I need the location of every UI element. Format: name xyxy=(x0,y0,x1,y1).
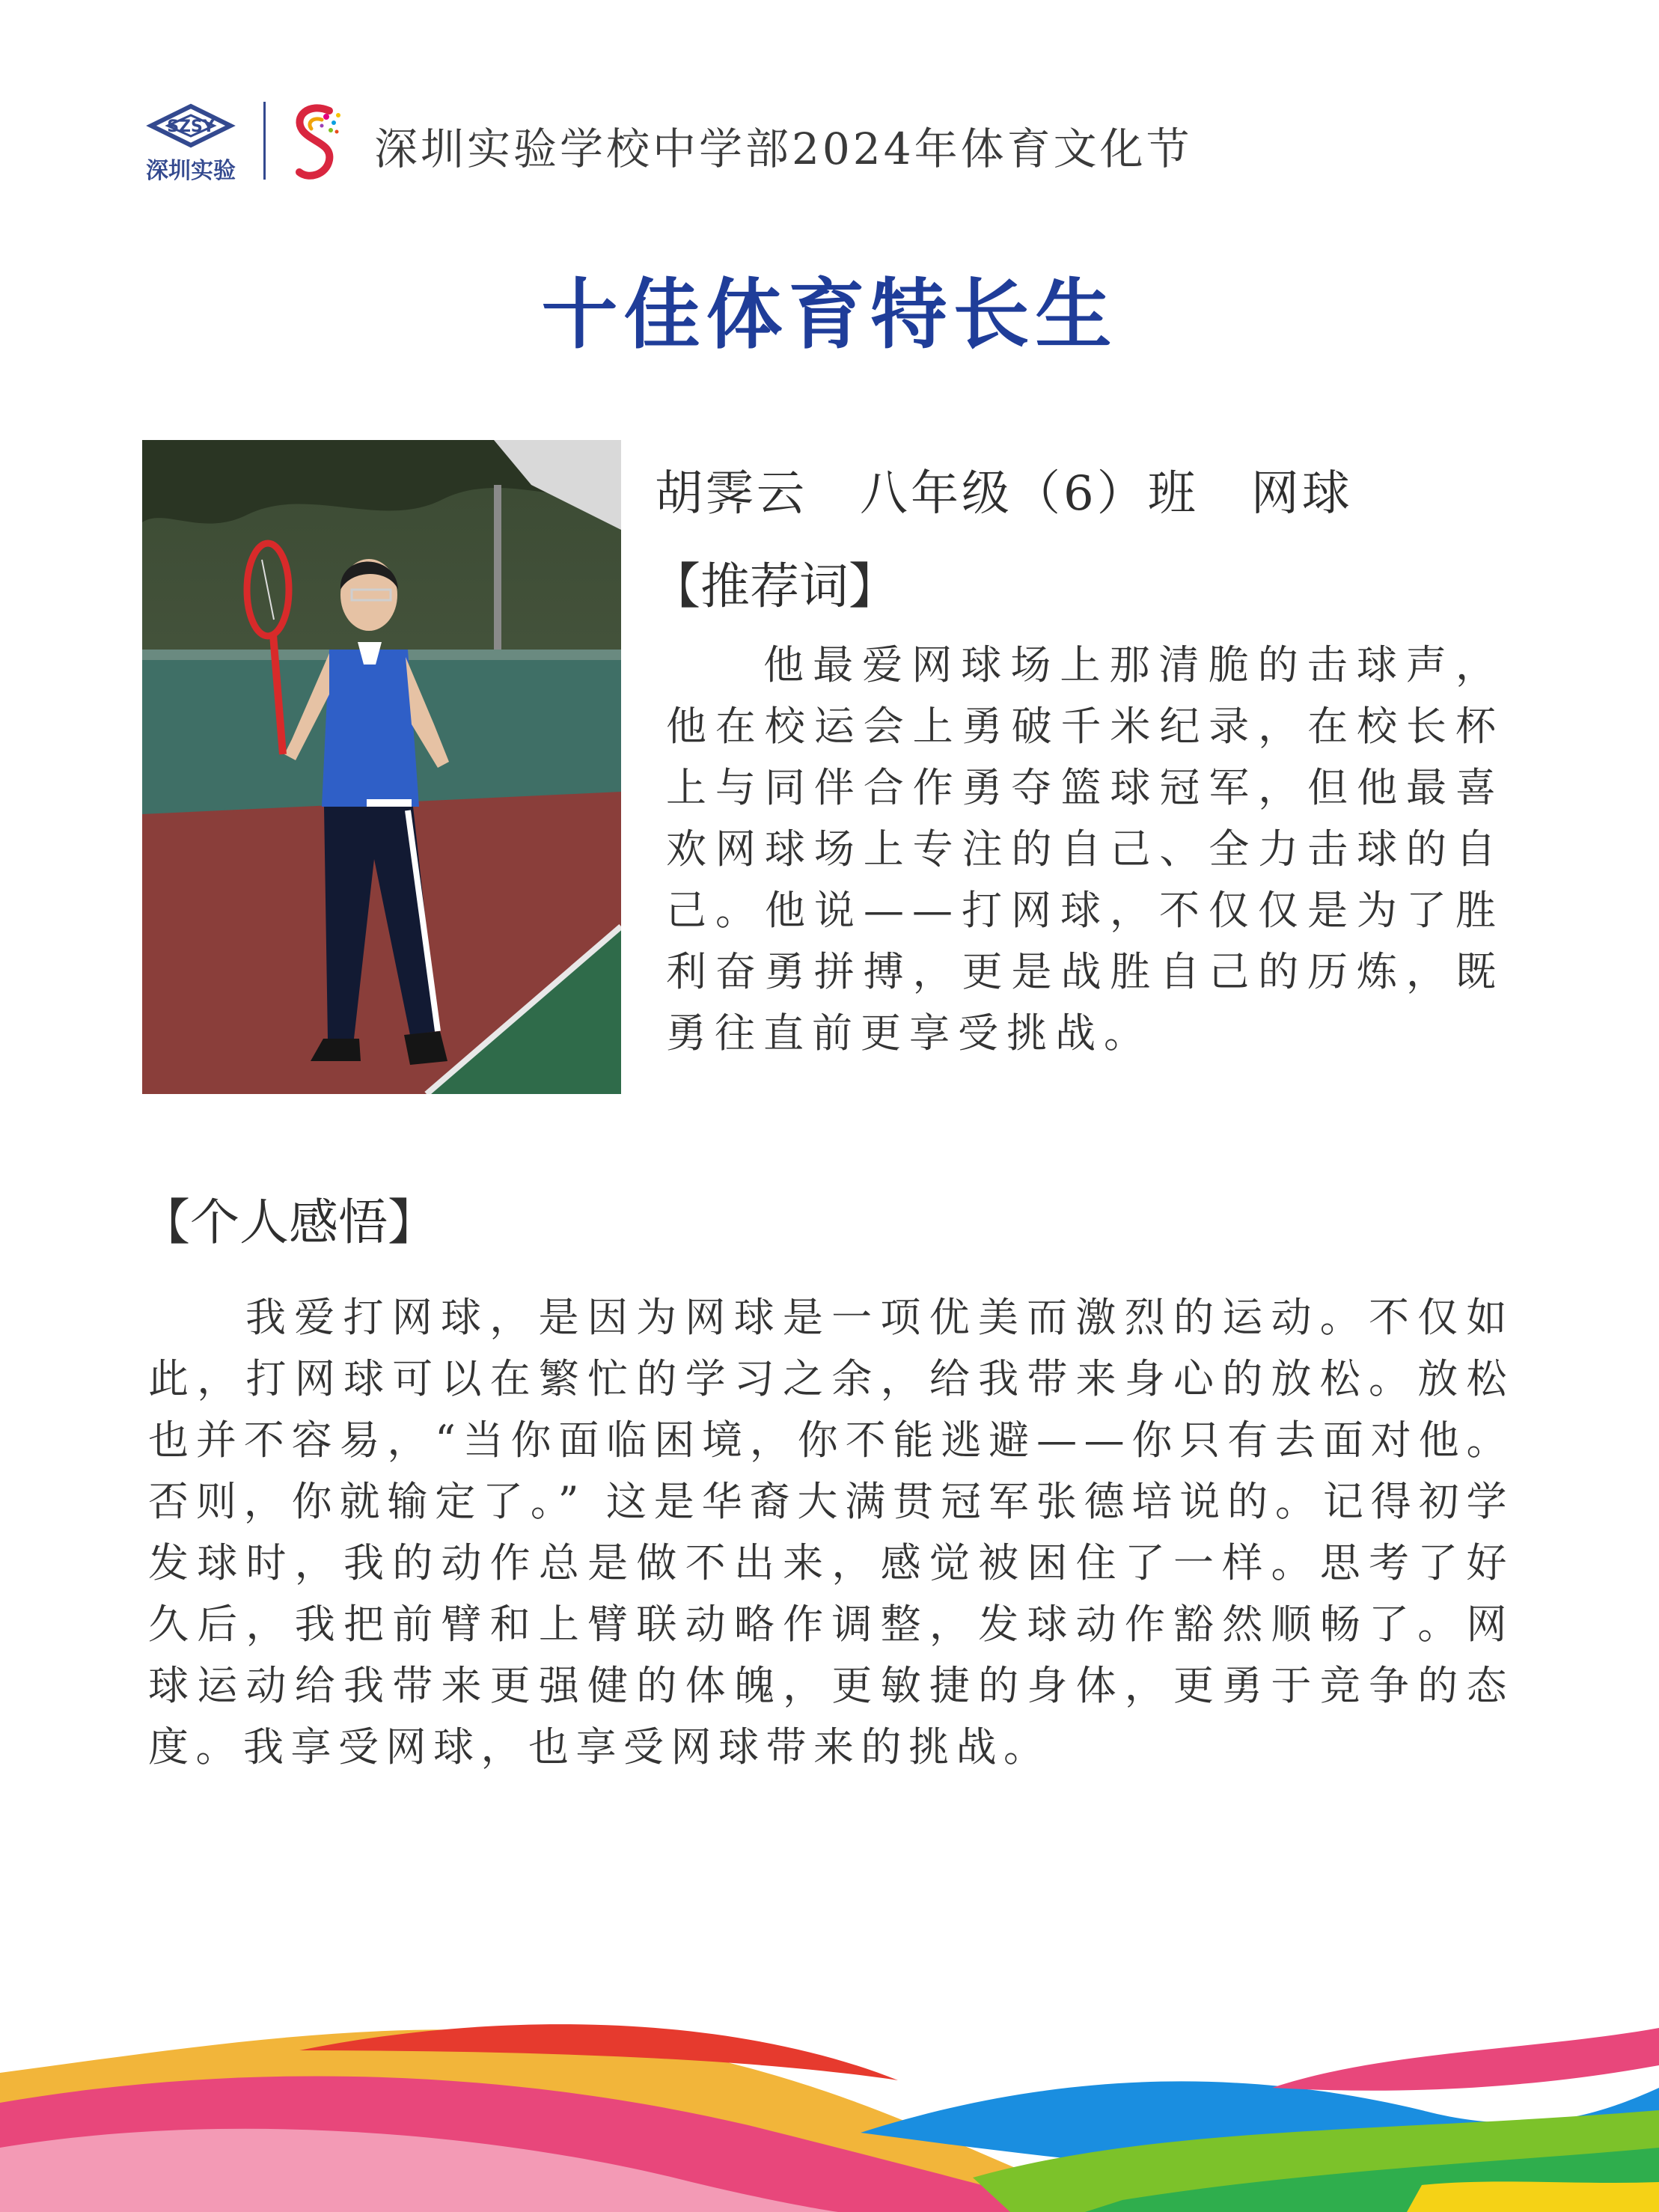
logo-divider xyxy=(263,102,266,180)
festival-s-logo xyxy=(286,100,346,184)
svg-text:深圳实验: 深圳实验 xyxy=(146,158,236,184)
main-title: 十佳体育特长生 xyxy=(541,270,1118,360)
personal-text: 我爱打网球，是因为网球是一项优美而激烈的运动。不仅如此，打网球可以在繁忙的学习之余，给我带来身心的放松。放松也并不容易，“当你面临困境，你不能逃避——你只有去面对他。否则，你就输定了。” 这是华裔大满贯冠军张德培说的。记得初学发球时，我的动作总是做不出来，感觉被困住了一样。思考了好久后，我把前臂和上臂联动略作调整，发球动作豁然顺畅了。网球运动给我带来更强健的体魄，更敏捷的身体，更勇于竞争的态度。我享受网球，也享受网球带来的挑战。 xyxy=(148,1294,1514,1770)
student-info xyxy=(655,455,1405,524)
personal-heading: 【个人感悟】 xyxy=(141,1194,437,1251)
school-logo xyxy=(142,103,239,186)
recommendation-text: 他最爱网球场上那清脆的击球声，他在校运会上勇破千米纪录，在校长杯上与同伴合作勇夺篮球冠军，但他最喜欢网球场上专注的自己、全力击球的自己。他说——打网球，不仅仅是为了胜利奋勇拼搏，更是战胜自己的历炼，既勇往直前更享受挑战。 xyxy=(666,641,1504,1057)
student-photo xyxy=(142,440,621,1094)
svg-text:SZSY: SZSY xyxy=(167,117,215,136)
student-name: 胡霁云 xyxy=(655,466,807,522)
festival-title: 深圳实验学校中学部2024年体育文化节 xyxy=(374,123,1193,174)
student-sport: 网球 xyxy=(1250,466,1353,522)
student-class: 八年级（6）班 xyxy=(860,466,1199,522)
header xyxy=(142,97,1414,187)
decorative-waves xyxy=(0,1961,1659,2212)
recommendation-heading: 【推荐词】 xyxy=(651,557,898,615)
